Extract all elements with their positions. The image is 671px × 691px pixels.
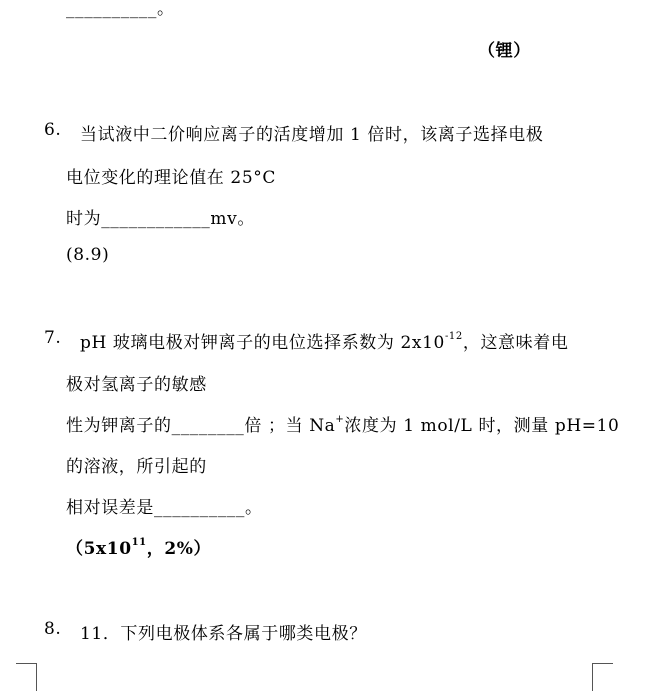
q7-line3-text: 性为钾离子的________倍 ；当 Na [66,416,336,436]
q7-line2: 极对氢离子的敏感 [66,375,207,395]
q5-line-tail: __________。 [66,0,175,19]
q7-line3-tail: 浓度为 1 mol/L 时，测量 pH=10 [344,416,620,436]
q7-line3-superscript: + [335,414,345,426]
q6-answer: (8.9) [66,245,110,265]
q6-number: 6. [44,120,62,140]
q7-line1 [80,328,568,353]
q7-number: 7. [44,328,62,348]
q6-line3: 时为____________mv。 [66,209,255,229]
q5-answer: （锂） [478,41,531,61]
q7-line1-tail: ，这意味着电 [462,333,569,353]
q7-answer-text: （5x10 [66,539,132,559]
q7-line5: 相对误差是__________。 [66,498,263,518]
q7-line1-text: pH 玻璃电极对钾离子的电位选择系数为 2x10 [80,333,445,353]
q6-line2: 电位变化的理论值在 25°C [66,168,276,188]
q7-answer-exponent: 11 [131,537,147,549]
q8-number: 8. [44,619,62,639]
q7-line3 [66,411,619,436]
q7-answer [66,534,211,559]
q8-text: 11．下列电极体系各属于哪类电极？ [80,624,367,644]
q7-line1-exponent: -12 [444,331,463,343]
q7-answer-tail: ，2%） [146,539,212,559]
q6-line1: 当试液中二价响应离子的活度增加 1 倍时，该离子选择电极 [80,125,544,145]
q7-line4: 的溶液，所引起的 [66,457,207,477]
page-corner-mark-right [592,663,613,691]
page-corner-mark-left [16,663,37,691]
